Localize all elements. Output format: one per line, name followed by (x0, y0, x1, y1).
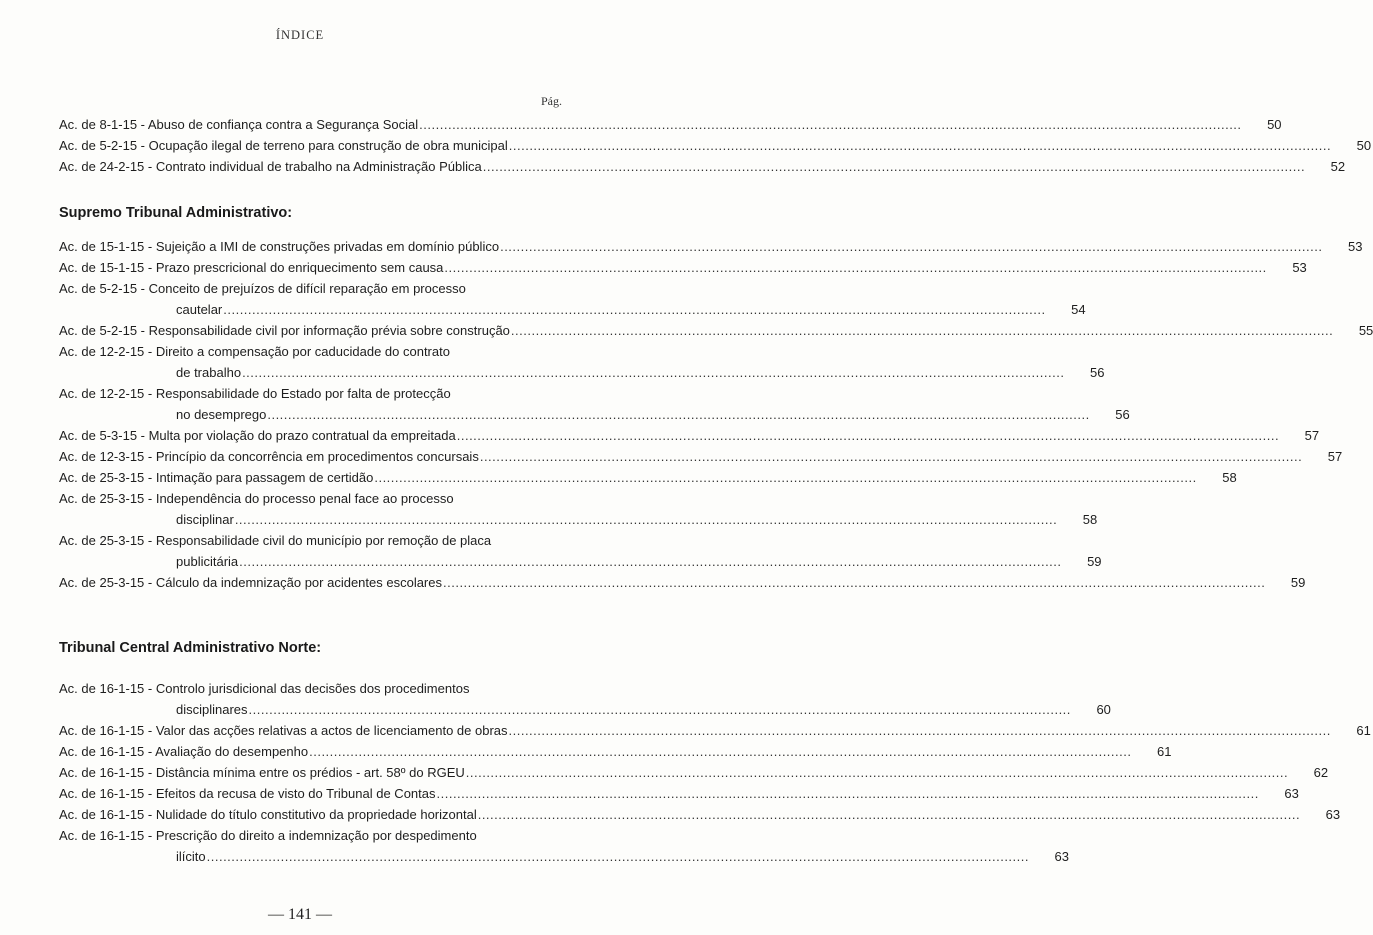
entry-page-number: 60 (1096, 702, 1111, 717)
entry-title: Ac. de 12-2-15 - Responsabilidade do Estado por falta de protecção (59, 386, 451, 401)
toc-entry[interactable] (59, 467, 1237, 488)
entry-title: Ac. de 16-1-15 - Controlo jurisdicional das decisões dos procedimentos (59, 681, 470, 696)
running-title: ÍNDICE (275, 28, 325, 42)
toc-entry[interactable] (59, 825, 1069, 867)
toc-entry[interactable] (59, 678, 1111, 720)
entry-title: Ac. de 25-3-15 - Responsabilidade civil do município por remoção de placa (59, 533, 492, 548)
entry-page-number: 63 (1325, 807, 1341, 822)
entry-title: Ac. de 5-2-15 - Conceito de prejuízos de difícil reparação em processo (59, 281, 466, 296)
entry-page-number: 50 (1356, 138, 1372, 153)
entry-title: Ac. de 12-2-15 - Direito a compensação por caducidade do contrato (59, 344, 450, 359)
dot-leader: ........................................................................................................................................................................................................ (309, 744, 1132, 759)
entry-title: Ac. de 15-1-15 - Sujeição a IMI de construções privadas em domínio público (59, 239, 500, 254)
toc-entry[interactable] (59, 114, 1282, 135)
entry-page-number: 59 (1087, 554, 1102, 569)
toc-entry[interactable] (59, 383, 1130, 425)
dot-leader: ........................................................................................................................................................................................................ (206, 849, 1029, 864)
entry-page-number: 53 (1292, 260, 1307, 275)
entry-title-continuation: publicitária (176, 554, 239, 569)
dot-leader: ........................................................................................................................................................................................................ (239, 554, 1062, 569)
entry-title: Ac. de 24-2-15 - Contrato individual de trabalho na Administração Pública (59, 159, 482, 174)
entry-title-continuation: disciplinares (176, 702, 248, 717)
entry-title-continuation: ilícito (176, 849, 206, 864)
dot-leader: ........................................................................................................................................................................................................ (234, 512, 1058, 527)
dot-leader: ........................................................................................................................................................................................................ (374, 470, 1197, 485)
entry-title: Ac. de 16-1-15 - Valor das acções relativas a actos de licenciamento de obras (59, 723, 508, 738)
dot-leader: ........................................................................................................................................................................................................ (510, 323, 1334, 338)
section-title: Tribunal Central Administrativo Norte: (59, 640, 322, 656)
dot-leader: ........................................................................................................................................................................................................ (419, 117, 1242, 132)
entry-page-number: 50 (1267, 117, 1282, 132)
toc-entry[interactable] (59, 804, 1341, 825)
section-title: Supremo Tribunal Administrativo: (59, 205, 293, 221)
toc-entry[interactable] (59, 488, 1098, 530)
dot-leader: ........................................................................................................................................................................................................ (444, 260, 1267, 275)
entry-page-number: 59 (1290, 575, 1306, 590)
entry-page-number: 54 (1071, 302, 1086, 317)
entry-title: Ac. de 5-2-15 - Ocupação ilegal de terreno para construção de obra municipal (59, 138, 508, 153)
entry-page-number: 63 (1284, 786, 1299, 801)
dot-leader: ........................................................................................................................................................................................................ (508, 723, 1331, 738)
entry-title: Ac. de 15-1-15 - Prazo prescricional do enriquecimento sem causa (59, 260, 444, 275)
entry-page-number: 58 (1082, 512, 1098, 527)
dot-leader: ........................................................................................................................................................................................................ (267, 407, 1090, 422)
dot-leader: ........................................................................................................................................................................................................ (479, 449, 1303, 464)
toc-entry[interactable] (59, 425, 1320, 446)
entry-title: Ac. de 25-3-15 - Intimação para passagem de certidão (59, 470, 374, 485)
entry-page-number: 56 (1089, 365, 1105, 380)
entry-page-number: 61 (1356, 723, 1371, 738)
toc-entry[interactable] (59, 720, 1371, 741)
toc-entry[interactable] (59, 135, 1372, 156)
toc-entry[interactable] (59, 762, 1329, 783)
entry-page-number: 57 (1304, 428, 1320, 443)
entry-page-number: 62 (1313, 765, 1329, 780)
entry-title-continuation: disciplinar (176, 512, 234, 527)
toc-entry[interactable] (59, 156, 1346, 177)
entry-title: Ac. de 16-1-15 - Efeitos da recusa de visto do Tribunal de Contas (59, 786, 436, 801)
dot-leader: ........................................................................................................................................................................................................ (465, 765, 1289, 780)
entry-title-continuation: cautelar (176, 302, 223, 317)
dot-leader: ........................................................................................................................................................................................................ (482, 159, 1306, 174)
dot-leader: ........................................................................................................................................................................................................ (456, 428, 1280, 443)
dot-leader: ........................................................................................................................................................................................................ (443, 575, 1266, 590)
entry-page-number: 61 (1157, 744, 1172, 759)
dot-leader: ........................................................................................................................................................................................................ (500, 239, 1323, 254)
dot-leader: ........................................................................................................................................................................................................ (248, 702, 1071, 717)
toc-entry[interactable] (59, 572, 1306, 593)
entry-page-number: 57 (1327, 449, 1343, 464)
entry-title-continuation: de trabalho (176, 365, 242, 380)
entry-page-number: 63 (1054, 849, 1069, 864)
dot-leader: ........................................................................................................................................................................................................ (508, 138, 1332, 153)
toc-entry[interactable] (59, 341, 1105, 383)
entry-page-number: 52 (1330, 159, 1346, 174)
dot-leader: ........................................................................................................................................................................................................ (223, 302, 1046, 317)
toc-entry[interactable] (59, 257, 1307, 278)
entry-title: Ac. de 16-1-15 - Distância mínima entre os prédios - art. 58º do RGEU (59, 765, 465, 780)
dot-leader: ........................................................................................................................................................................................................ (477, 807, 1301, 822)
toc-entry[interactable] (59, 741, 1172, 762)
entry-title: Ac. de 5-3-15 - Multa por violação do prazo contratual da empreitada (59, 428, 456, 443)
entry-title: Ac. de 25-3-15 - Cálculo da indemnização por acidentes escolares (59, 575, 442, 590)
toc-entry[interactable] (59, 530, 1102, 572)
page-folio: — 141 — (268, 906, 332, 923)
entry-page-number: 53 (1347, 239, 1363, 254)
entry-title: Ac. de 12-3-15 - Princípio da concorrência em procedimentos concursais (59, 449, 479, 464)
entry-title: Ac. de 25-3-15 - Independência do processo penal face ao processo (59, 491, 454, 506)
entry-title: Ac. de 8-1-15 - Abuso de confiança contra a Segurança Social (59, 117, 419, 132)
entry-page-number: 56 (1115, 407, 1130, 422)
dot-leader: ........................................................................................................................................................................................................ (436, 786, 1259, 801)
entry-page-number: 55 (1358, 323, 1373, 338)
entry-title: Ac. de 16-1-15 - Nulidade do título constitutivo da propriedade horizontal (59, 807, 477, 822)
toc-entry[interactable] (59, 236, 1363, 257)
entry-title: Ac. de 16-1-15 - Avaliação do desempenho (59, 744, 309, 759)
toc-entry[interactable] (59, 320, 1373, 341)
toc-entry[interactable] (59, 783, 1299, 804)
toc-entry[interactable] (59, 278, 1086, 320)
entry-page-number: 58 (1222, 470, 1237, 485)
page-column-label: Pág. (541, 94, 562, 108)
toc-entry[interactable] (59, 446, 1343, 467)
entry-title: Ac. de 16-1-15 - Prescrição do direito a indemnização por despedimento (59, 828, 477, 843)
entry-title: Ac. de 5-2-15 - Responsabilidade civil por informação prévia sobre construção (59, 323, 510, 338)
entry-title-continuation: no desemprego (176, 407, 267, 422)
dot-leader: ........................................................................................................................................................................................................ (242, 365, 1065, 380)
